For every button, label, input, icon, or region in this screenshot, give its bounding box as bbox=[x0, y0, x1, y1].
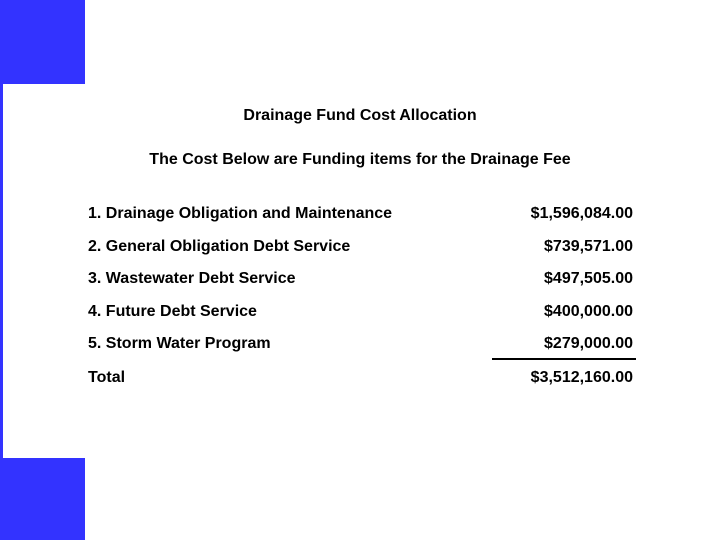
accent-bar-top bbox=[0, 0, 85, 84]
cost-table bbox=[88, 205, 636, 401]
cost-row bbox=[88, 335, 636, 368]
cost-row bbox=[88, 205, 636, 238]
cost-amount: $1,596,084.00 bbox=[530, 205, 633, 222]
accent-bar-bottom bbox=[0, 458, 85, 540]
cost-label: 4. Future Debt Service bbox=[88, 302, 257, 320]
cost-amount: $739,571.00 bbox=[544, 237, 633, 255]
cost-label: 5. Storm Water Program bbox=[88, 335, 271, 352]
cost-label: 1. Drainage Obligation and Maintenance bbox=[88, 205, 393, 222]
accent-bar-left-edge bbox=[0, 84, 3, 458]
cost-label: 3. Wastewater Debt Service bbox=[88, 270, 296, 287]
cost-row bbox=[88, 270, 636, 303]
slide-subtitle: The Cost Below are Funding items for the Drainage Fee bbox=[149, 151, 571, 168]
cost-label: 2. General Obligation Debt Service bbox=[88, 237, 351, 255]
slide-title: Drainage Fund Cost Allocation bbox=[243, 107, 477, 124]
cost-amount: $400,000.00 bbox=[544, 302, 633, 320]
cost-amount: $497,505.00 bbox=[544, 270, 633, 287]
total-amount: $3,512,160.00 bbox=[530, 368, 633, 386]
cost-row bbox=[88, 238, 636, 271]
total-row bbox=[88, 369, 636, 402]
total-label: Total bbox=[88, 368, 126, 386]
cost-row bbox=[88, 303, 636, 336]
cost-amount: $279,000.00 bbox=[544, 335, 633, 352]
